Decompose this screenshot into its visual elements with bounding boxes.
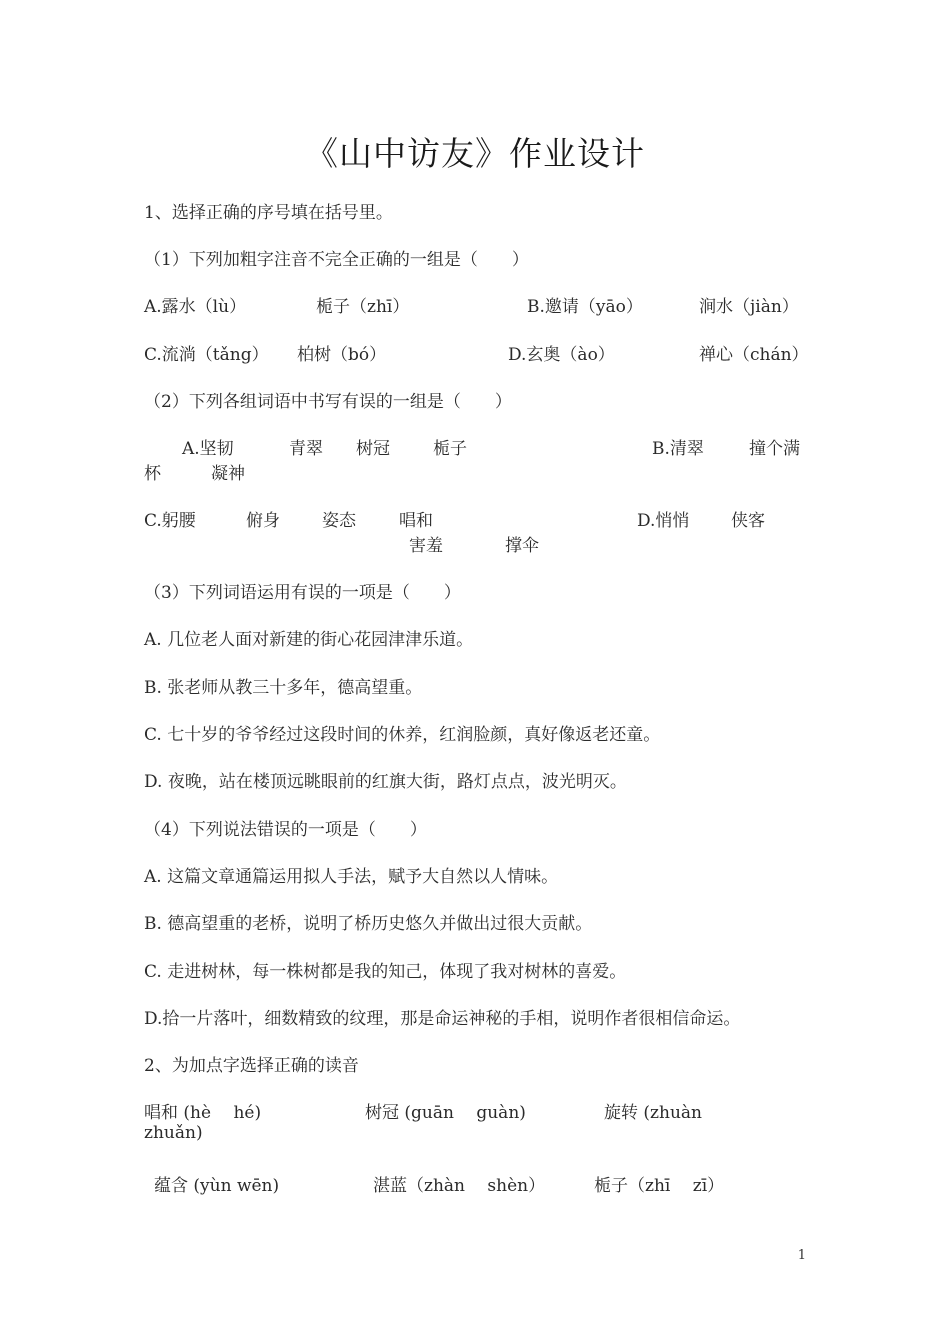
option-text: D.拾一片落叶，细数精致的纹理，那是命运神秘的手相，说明作者很相信命运。 [144, 1009, 741, 1029]
option-text: 凝神 [211, 464, 245, 484]
page-title: 《山中访友》作业设计 [305, 134, 645, 173]
option-text: B. 张老师从教三十多年，德高望重。 [144, 678, 423, 698]
question-2-heading: 2、为加点字选择正确的读音 [144, 1056, 359, 1076]
question-1-heading: 1、选择正确的序号填在括号里。 [144, 203, 393, 223]
question-1-4-stem: （4）下列说法错误的一项是（ ） [144, 820, 427, 840]
option-text: A. 几位老人面对新建的街心花园津津乐道。 [144, 630, 474, 650]
option-text: 树冠 [356, 439, 390, 459]
option-text: B.清翠 [652, 439, 704, 459]
option-text: 栀子（zhī） [316, 297, 410, 317]
option-text: D.悄悄 [637, 511, 690, 531]
option-text: 禅心（chán） [699, 345, 809, 365]
page-number: 1 [797, 1248, 806, 1263]
pinyin-choice: 湛蓝（zhàn shèn） [373, 1176, 546, 1196]
option-text: 侠客 [731, 511, 765, 531]
option-text: 柏树（bó） [297, 345, 387, 365]
pinyin-choice: 树冠 (guān guàn) [365, 1103, 526, 1123]
question-1-3-stem: （3）下列词语运用有误的一项是（ ） [144, 583, 461, 603]
option-text: D.玄奥（ào） [508, 345, 615, 365]
option-text: 俯身 [246, 511, 280, 531]
option-text: C. 走进树林，每一株树都是我的知己，体现了我对树林的喜爱。 [144, 962, 627, 982]
option-text: A. 这篇文章通篇运用拟人手法，赋予大自然以人情味。 [144, 867, 559, 887]
question-1-1-stem: （1）下列加粗字注音不完全正确的一组是（ ） [144, 250, 529, 270]
option-text: C.流淌（tǎng） [144, 345, 269, 365]
option-text: B. 德高望重的老桥，说明了桥历史悠久并做出过很大贡献。 [144, 914, 593, 934]
pinyin-choice: 蕴含 (yùn wēn) [154, 1176, 280, 1196]
option-text: 唱和 [399, 511, 433, 531]
option-text: 杯 [144, 464, 161, 484]
option-text: 撞个满 [749, 439, 800, 459]
pinyin-choice: 栀子（zhī zī） [594, 1176, 725, 1196]
option-text: B.邀请（yāo） [527, 297, 643, 317]
option-text: 撑伞 [505, 536, 539, 556]
option-text: A.坚韧 [182, 439, 234, 459]
option-text: 害羞 [409, 536, 443, 556]
pinyin-choice: 旋转 (zhuàn [604, 1103, 702, 1123]
option-text: D. 夜晚，站在楼顶远眺眼前的红旗大街，路灯点点，波光明灭。 [144, 772, 627, 792]
option-text: C.躬腰 [144, 511, 196, 531]
option-text: 栀子 [433, 439, 467, 459]
option-text: 青翠 [289, 439, 323, 459]
option-text: 涧水（jiàn） [699, 297, 799, 317]
pinyin-choice: 唱和 (hè hé) [144, 1103, 262, 1123]
option-text: C. 七十岁的爷爷经过这段时间的休养，红润脸颜，真好像返老还童。 [144, 725, 661, 745]
pinyin-choice: zhuǎn) [144, 1123, 203, 1143]
option-text: A.露水（lù） [144, 297, 247, 317]
question-1-2-stem: （2）下列各组词语中书写有误的一组是（ ） [144, 392, 512, 412]
option-text: 姿态 [322, 511, 356, 531]
